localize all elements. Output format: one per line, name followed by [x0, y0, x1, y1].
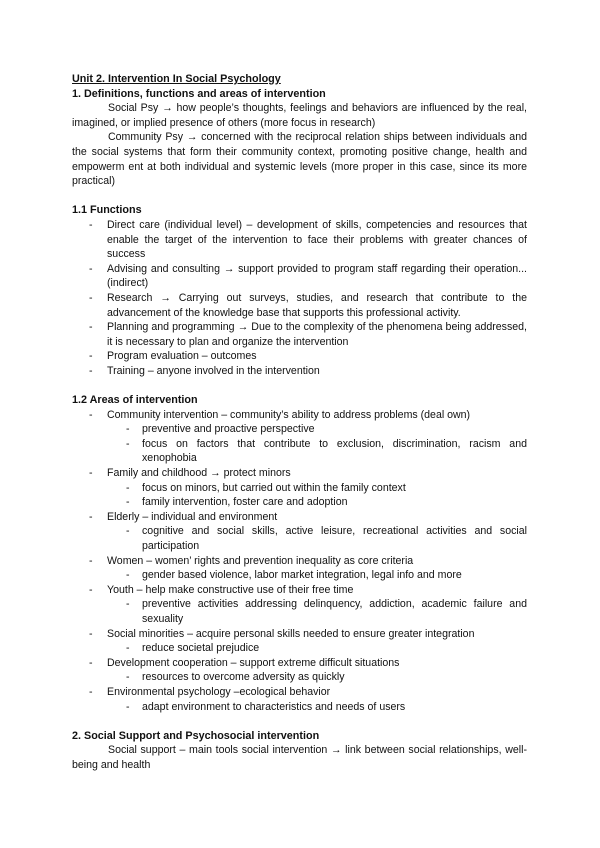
sub-list-item: - focus on factors that contribute to exclusion, discrimination, racism and xenophobia: [126, 437, 527, 465]
sub-list-item: - gender based violence, labor market integration, legal info and more: [126, 569, 462, 582]
areas-heading: 1.2 Areas of intervention: [72, 394, 198, 407]
sub-list-item: - adapt environment to characteristics and needs of users: [126, 700, 406, 713]
community-psy-definition: Community Psy → concerned with the reciprocal relation ships between individuals and the social systems that form their community context, promoting positive change, health and empowerm ent at both individual and systemic levels (more proper in this case, since its more practical): [72, 131, 527, 188]
list-item: - Community intervention – community’s ability to address problems (deal own): [89, 408, 471, 421]
sub-list-item: - preventive and proactive perspective: [126, 423, 315, 436]
list-item: - Social minorities – acquire personal skills needed to ensure greater integration: [89, 627, 475, 640]
areas-list: [72, 408, 527, 714]
list-item: - Development cooperation – support extreme difficult situations: [89, 656, 400, 669]
list-item: - Planning and programming → Due to the complexity of the phenomena being addressed, it is necessary to plan and organize the intervention: [89, 321, 527, 348]
list-item: - Advising and consulting → support provided to program staff regarding their operation... (indirect): [89, 262, 527, 290]
sub-list-item: - reduce societal prejudice: [126, 642, 260, 655]
social-psy-definition: Social Psy → how people’s thoughts, feelings and behaviors are influenced by the real, imagined, or implied presence of others (more focus in research): [72, 102, 527, 129]
sub-list-item: - cognitive and social skills, active leisure, recreational activities and social participation: [126, 525, 527, 552]
list-item: - Elderly – individual and environment: [89, 510, 278, 523]
sub-list-item: - resources to overcome adversity as quickly: [126, 671, 345, 684]
list-item: - Women – women’ rights and prevention inequality as core criteria: [89, 554, 414, 567]
functions-heading: 1.1 Functions: [72, 204, 142, 217]
sub-list-item: - family intervention, foster care and adoption: [126, 496, 348, 509]
document-page: [72, 72, 527, 773]
sub-list-item: - preventive activities addressing delinquency, addiction, academic failure and sexuality: [126, 598, 527, 625]
unit-title: Unit 2. Intervention In Social Psychology: [72, 73, 281, 85]
sub-list-item: - focus on minors, but carried out within the family context: [126, 481, 406, 494]
list-item: - Training – anyone involved in the intervention: [89, 364, 320, 377]
list-item: - Environmental psychology –ecological behavior: [89, 685, 331, 698]
list-item: - Program evaluation – outcomes: [89, 350, 257, 363]
section-2-heading: 2. Social Support and Psychosocial intervention: [72, 729, 320, 742]
list-item: - Research → Carrying out surveys, studies, and research that contribute to the advancement of the knowledge base that supports this professional activity.: [89, 291, 527, 319]
social-support-definition: Social support – main tools social intervention → link between social relationships, well-being and health: [72, 744, 527, 771]
functions-list: [72, 218, 527, 379]
list-item: - Family and childhood → protect minors: [89, 467, 291, 480]
list-item: - Youth – help make constructive use of their free time: [89, 583, 354, 596]
list-item: - Direct care (individual level) – development of skills, competencies and resources that enable the target of the intervention to face their problems with greater chances of success: [89, 218, 527, 261]
section-1-heading: 1. Definitions, functions and areas of intervention: [72, 87, 326, 100]
